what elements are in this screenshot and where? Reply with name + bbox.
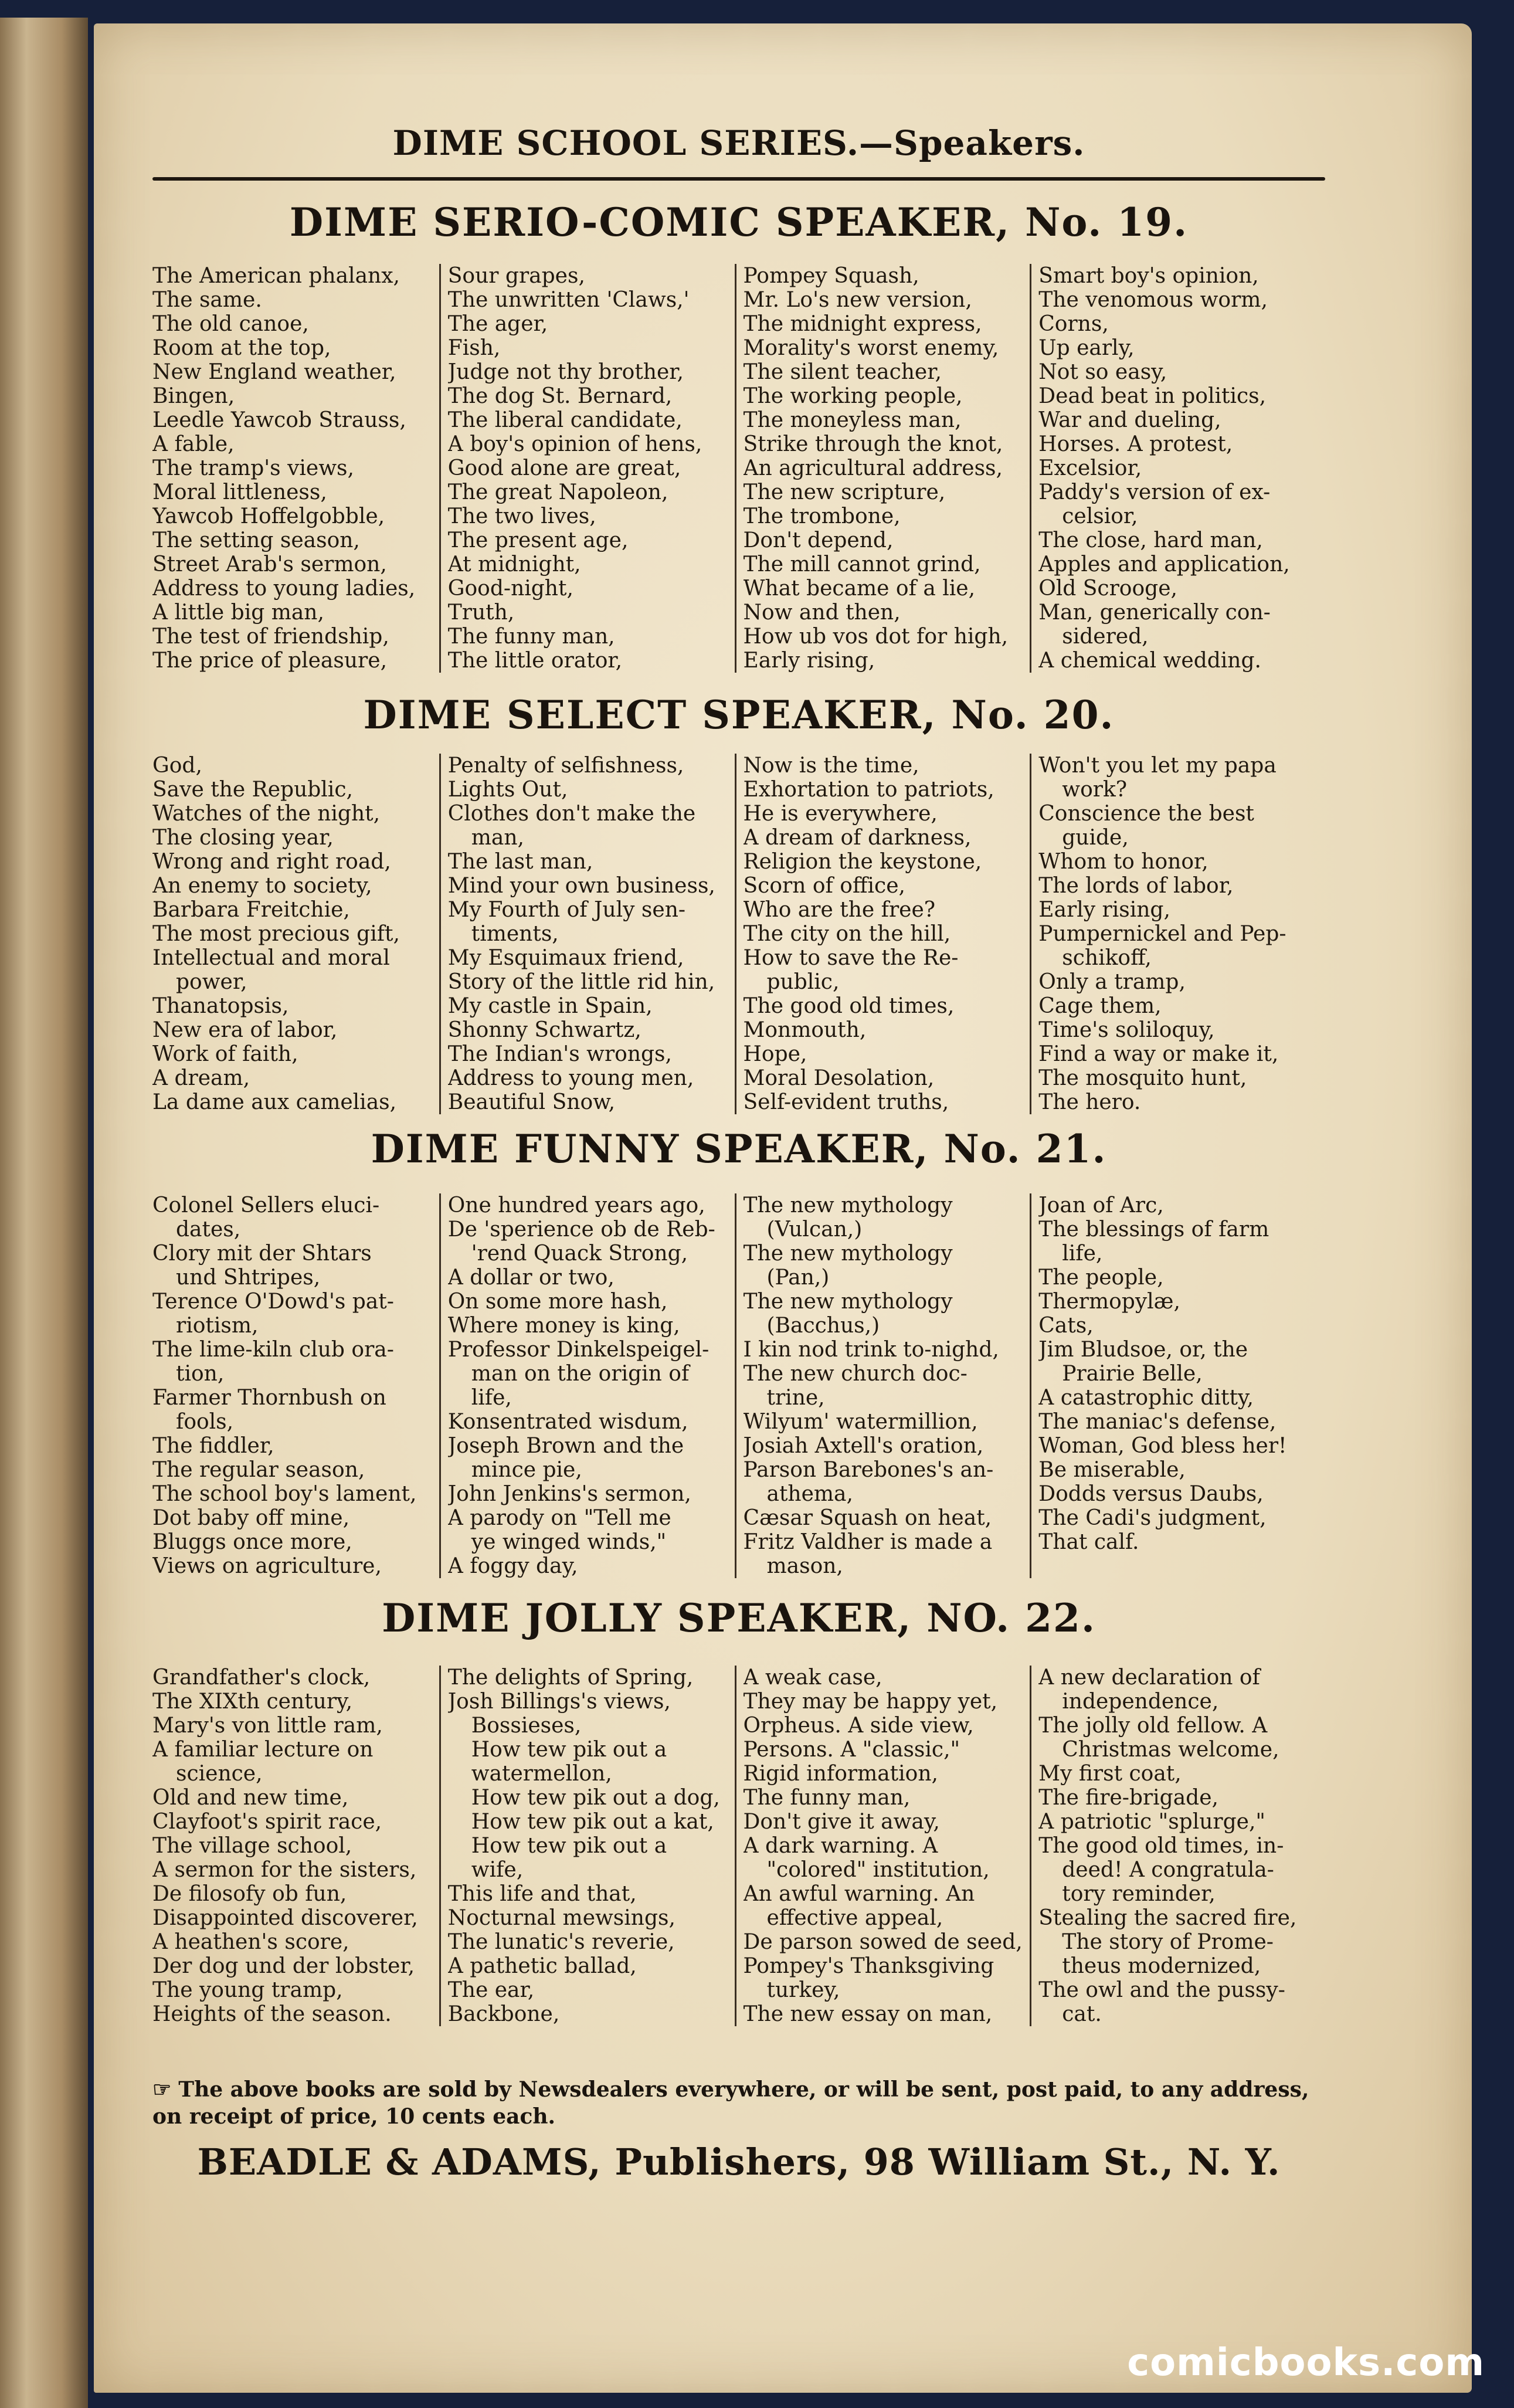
list-item: cat.: [1062, 2002, 1102, 2026]
list-column: [152, 264, 439, 673]
list-item: The fire-brigade,: [1038, 1786, 1218, 1810]
list-item: An enemy to society,: [152, 874, 372, 898]
list-column: [735, 1193, 1030, 1578]
list-item: The price of pleasure,: [152, 649, 388, 673]
list-item: Clayfoot's spirit race,: [152, 1810, 382, 1834]
list-item: De 'sperience ob de Reb-: [447, 1217, 715, 1242]
list-item: A dream,: [152, 1066, 250, 1090]
list-item: Morality's worst enemy,: [743, 336, 999, 360]
list-item: 'rend Quack Strong,: [471, 1242, 688, 1266]
list-item: fools,: [176, 1410, 234, 1434]
list-item: deed! A congratula-: [1062, 1858, 1274, 1882]
list-item: The present age,: [447, 528, 629, 552]
list-item: Old Scrooge,: [1038, 576, 1177, 601]
list-item: Bingen,: [152, 384, 235, 408]
list-column: [439, 754, 735, 1114]
list-item: Only a tramp,: [1038, 970, 1186, 994]
list-item: The test of friendship,: [152, 625, 389, 649]
list-item: Exhortation to patriots,: [743, 778, 994, 802]
list-item: Horses. A protest,: [1038, 432, 1233, 456]
list-item: public,: [766, 970, 840, 994]
footnote-text: The above books are sold by Newsdealers everywhere, or will be sent, post paid, to any address, on receipt of price, 10 cents each.: [152, 2077, 1309, 2129]
list-item: guide,: [1062, 826, 1129, 850]
list-item: The regular season,: [152, 1458, 365, 1482]
list-item: The unwritten 'Claws,': [447, 288, 690, 312]
list-item: Scorn of office,: [743, 874, 905, 898]
list-item: Fish,: [447, 336, 501, 360]
list-item: Der dog und der lobster,: [152, 1954, 415, 1978]
list-item: life,: [471, 1386, 512, 1410]
list-item: They may be happy yet,: [743, 1690, 998, 1714]
list-item: A pathetic ballad,: [447, 1954, 637, 1978]
list-item: Wilyum' watermillion,: [743, 1410, 978, 1434]
list-item: science,: [176, 1762, 263, 1786]
list-item: The owl and the pussy-: [1038, 1978, 1285, 2002]
list-item: mason,: [766, 1554, 843, 1578]
list-item: Backbone,: [447, 2002, 560, 2026]
list-item: De filosofy ob fun,: [152, 1882, 347, 1906]
list-item: Be miserable,: [1038, 1458, 1186, 1482]
list-item: Prairie Belle,: [1062, 1362, 1203, 1386]
list-item: Pumpernickel and Pep-: [1038, 922, 1286, 946]
list-item: Parson Barebones's an-: [743, 1458, 994, 1482]
list-item: How tew pik out a kat,: [471, 1810, 714, 1834]
list-item: Apples and application,: [1038, 552, 1290, 576]
list-item: effective appeal,: [766, 1906, 943, 1930]
list-item: Early rising,: [1038, 898, 1170, 922]
list-item: The lords of labor,: [1038, 874, 1234, 898]
list-item: Jim Bludsoe, or, the: [1038, 1338, 1248, 1362]
list-item: trine,: [766, 1386, 825, 1410]
list-item: A catastrophic ditty,: [1038, 1386, 1254, 1410]
list-item: Thanatopsis,: [152, 994, 289, 1018]
list-item: Barbara Freitchie,: [152, 898, 350, 922]
list-item: Farmer Thornbush on: [152, 1386, 386, 1410]
list-item: On some more hash,: [447, 1290, 668, 1314]
list-item: timents,: [471, 922, 559, 946]
list-item: The new church doc-: [743, 1362, 968, 1386]
list-item: The city on the hill,: [743, 922, 951, 946]
section-title-no-22: DIME JOLLY SPEAKER, NO. 22.: [382, 1595, 1096, 1641]
list-item: "colored" institution,: [766, 1858, 990, 1882]
list-item: La dame aux camelias,: [152, 1090, 397, 1114]
list-item: The young tramp,: [152, 1978, 343, 2002]
footnote: [152, 2076, 1325, 2130]
list-item: A parody on "Tell me: [447, 1506, 671, 1530]
section-columns-no-20: [152, 754, 1325, 1114]
list-item: The ear,: [447, 1978, 535, 2002]
list-item: A dark warning. A: [743, 1834, 938, 1858]
list-item: Man, generically con-: [1038, 601, 1271, 625]
list-item: Excelsior,: [1038, 456, 1142, 480]
list-item: New England weather,: [152, 360, 396, 384]
list-item: An agricultural address,: [743, 456, 1003, 480]
list-item: man,: [471, 826, 524, 850]
list-column: [735, 1666, 1030, 2026]
list-item: My Esquimaux friend,: [447, 946, 684, 970]
list-item: Beautiful Snow,: [447, 1090, 616, 1114]
list-item: Smart boy's opinion,: [1038, 264, 1259, 288]
list-item: Mary's von little ram,: [152, 1714, 383, 1738]
list-item: Views on agriculture,: [152, 1554, 382, 1578]
list-item: Good-night,: [447, 576, 573, 601]
list-item: Yawcob Hoffelgobble,: [152, 504, 385, 528]
list-item: How tew pik out a dog,: [471, 1786, 720, 1810]
list-item: The fiddler,: [152, 1434, 274, 1458]
list-item: Disappointed discoverer,: [152, 1906, 418, 1930]
watermark: comicbooks.com: [1127, 2341, 1485, 2385]
list-item: What became of a lie,: [743, 576, 976, 601]
list-item: Bluggs once more,: [152, 1530, 352, 1554]
list-item: The new mythology: [743, 1242, 953, 1266]
list-item: Cats,: [1038, 1314, 1094, 1338]
list-item: That calf.: [1038, 1530, 1139, 1554]
list-item: A dollar or two,: [447, 1266, 615, 1290]
list-item: Konsentrated wisdum,: [447, 1410, 688, 1434]
list-item: The liberal candidate,: [447, 408, 683, 432]
list-item: life,: [1062, 1242, 1103, 1266]
list-item: Grandfather's clock,: [152, 1666, 371, 1690]
list-item: Don't give it away,: [743, 1810, 940, 1834]
list-item: My castle in Spain,: [447, 994, 653, 1018]
list-item: A familiar lecture on: [152, 1738, 374, 1762]
list-item: Work of faith,: [152, 1042, 298, 1066]
list-item: The American phalanx,: [152, 264, 400, 288]
list-item: riotism,: [176, 1314, 259, 1338]
list-item: Up early,: [1038, 336, 1135, 360]
list-column: [439, 1666, 735, 2026]
list-item: Wrong and right road,: [152, 850, 391, 874]
list-item: A dream of darkness,: [743, 826, 972, 850]
list-item: Bossieses,: [471, 1714, 582, 1738]
list-item: Josiah Axtell's oration,: [743, 1434, 984, 1458]
list-item: Cage them,: [1038, 994, 1162, 1018]
publisher-imprint: BEADLE & ADAMS, Publishers, 98 William St., N. Y.: [197, 2141, 1281, 2183]
list-column: [1030, 754, 1325, 1114]
list-item: work?: [1062, 778, 1128, 802]
list-item: The little orator,: [447, 649, 623, 673]
list-item: Whom to honor,: [1038, 850, 1209, 874]
list-item: The same.: [152, 288, 262, 312]
list-item: (Vulcan,): [766, 1217, 863, 1242]
list-item: Shonny Schwartz,: [447, 1018, 641, 1042]
list-item: Good alone are great,: [447, 456, 681, 480]
list-item: Dot baby off mine,: [152, 1506, 350, 1530]
list-item: Professor Dinkelspeigel-: [447, 1338, 710, 1362]
list-item: Moral littleness,: [152, 480, 327, 504]
list-item: Cæsar Squash on heat,: [743, 1506, 992, 1530]
list-item: De parson sowed de seed,: [743, 1930, 1023, 1954]
list-item: The new mythology: [743, 1193, 953, 1217]
list-item: man on the origin of: [471, 1362, 690, 1386]
list-item: Don't depend,: [743, 528, 894, 552]
list-item: Thermopylæ,: [1038, 1290, 1180, 1314]
list-item: A foggy day,: [447, 1554, 578, 1578]
list-item: The great Napoleon,: [447, 480, 668, 504]
list-item: Clory mit der Shtars: [152, 1242, 372, 1266]
list-item: The Cadi's judgment,: [1038, 1506, 1267, 1530]
list-item: tion,: [176, 1362, 225, 1386]
list-item: Hope,: [743, 1042, 807, 1066]
list-item: Early rising,: [743, 649, 875, 673]
list-item: John Jenkins's sermon,: [447, 1482, 691, 1506]
list-item: Strike through the knot,: [743, 432, 1003, 456]
list-item: The funny man,: [743, 1786, 911, 1810]
list-column: [735, 754, 1030, 1114]
list-item: This life and that,: [447, 1882, 637, 1906]
list-item: celsior,: [1062, 504, 1138, 528]
list-item: power,: [176, 970, 247, 994]
list-item: Won't you let my papa: [1038, 754, 1277, 778]
list-item: The moneyless man,: [743, 408, 962, 432]
list-item: Christmas welcome,: [1062, 1738, 1279, 1762]
list-item: The new mythology: [743, 1290, 953, 1314]
list-item: The blessings of farm: [1038, 1217, 1269, 1242]
list-item: Joan of Arc,: [1038, 1193, 1164, 1217]
list-item: dates,: [176, 1217, 241, 1242]
list-item: The story of Prome-: [1062, 1930, 1274, 1954]
list-item: Penalty of selfishness,: [447, 754, 684, 778]
list-item: Pompey Squash,: [743, 264, 919, 288]
list-item: The close, hard man,: [1038, 528, 1263, 552]
section-title-no-21: DIME FUNNY SPEAKER, No. 21.: [371, 1126, 1107, 1172]
list-item: Woman, God bless her!: [1038, 1434, 1287, 1458]
list-item: The two lives,: [447, 504, 596, 528]
list-column: [439, 1193, 735, 1578]
list-item: Lights Out,: [447, 778, 568, 802]
list-item: Conscience the best: [1038, 802, 1254, 826]
list-item: Religion the keystone,: [743, 850, 982, 874]
list-item: One hundred years ago,: [447, 1193, 705, 1217]
list-item: Corns,: [1038, 312, 1109, 336]
list-item: Truth,: [447, 601, 515, 625]
list-item: God,: [152, 754, 202, 778]
header-rule: [152, 177, 1325, 181]
list-item: Mr. Lo's new version,: [743, 288, 972, 312]
list-item: The mill cannot grind,: [743, 552, 981, 576]
list-item: sidered,: [1062, 625, 1149, 649]
list-column: [1030, 1666, 1325, 2026]
list-item: The working people,: [743, 384, 963, 408]
list-item: Rigid information,: [743, 1762, 938, 1786]
list-item: Find a way or make it,: [1038, 1042, 1279, 1066]
list-item: theus modernized,: [1062, 1954, 1261, 1978]
list-item: Clothes don't make the: [447, 802, 696, 826]
list-item: He is everywhere,: [743, 802, 938, 826]
list-item: A fable,: [152, 432, 235, 456]
list-item: My first coat,: [1038, 1762, 1182, 1786]
list-item: Dead beat in politics,: [1038, 384, 1267, 408]
list-item: The silent teacher,: [743, 360, 942, 384]
list-item: A weak case,: [743, 1666, 882, 1690]
list-item: Address to young ladies,: [152, 576, 416, 601]
list-item: The people,: [1038, 1266, 1164, 1290]
list-item: A new declaration of: [1038, 1666, 1260, 1690]
list-item: Paddy's version of ex-: [1038, 480, 1271, 504]
list-item: At midnight,: [447, 552, 581, 576]
list-item: Terence O'Dowd's pat-: [152, 1290, 394, 1314]
list-item: Leedle Yawcob Strauss,: [152, 408, 406, 432]
list-item: A chemical wedding.: [1038, 649, 1261, 673]
list-item: Where money is king,: [447, 1314, 680, 1338]
list-item: The delights of Spring,: [447, 1666, 694, 1690]
list-item: The lunatic's reverie,: [447, 1930, 675, 1954]
list-item: Josh Billings's views,: [447, 1690, 671, 1714]
list-column: [735, 264, 1030, 673]
list-item: A little big man,: [152, 601, 324, 625]
list-item: Now and then,: [743, 601, 901, 625]
list-item: Old and new time,: [152, 1786, 349, 1810]
list-item: The midnight express,: [743, 312, 982, 336]
section-columns-no-21: [152, 1193, 1325, 1578]
list-item: The jolly old fellow. A: [1038, 1714, 1268, 1738]
list-item: wife,: [471, 1858, 524, 1882]
list-item: mince pie,: [471, 1458, 582, 1482]
list-item: Time's soliloquy,: [1038, 1018, 1215, 1042]
list-item: Room at the top,: [152, 336, 331, 360]
list-item: The hero.: [1038, 1090, 1141, 1114]
list-item: A heathen's score,: [152, 1930, 349, 1954]
list-item: Address to young men,: [447, 1066, 694, 1090]
list-column: [152, 1666, 439, 2026]
list-item: New era of labor,: [152, 1018, 338, 1042]
pointing-hand-icon: ☞: [152, 2077, 172, 2102]
list-item: The old canoe,: [152, 312, 309, 336]
list-item: Sour grapes,: [447, 264, 585, 288]
list-item: Persons. A "classic,": [743, 1738, 960, 1762]
list-item: turkey,: [766, 1978, 840, 2002]
list-item: watermellon,: [471, 1762, 612, 1786]
list-item: Moral Desolation,: [743, 1066, 935, 1090]
list-item: The venomous worm,: [1038, 288, 1268, 312]
list-item: The new essay on man,: [743, 2002, 993, 2026]
section-title-no-19: DIME SERIO-COMIC SPEAKER, No. 19.: [289, 199, 1189, 245]
page-header: DIME SCHOOL SERIES.—Speakers.: [392, 123, 1085, 163]
list-item: The ager,: [447, 312, 548, 336]
list-item: Dodds versus Daubs,: [1038, 1482, 1264, 1506]
list-column: [1030, 264, 1325, 673]
list-item: The school boy's lament,: [152, 1482, 417, 1506]
list-item: Heights of the season.: [152, 2002, 392, 2026]
list-item: Street Arab's sermon,: [152, 552, 387, 576]
catalog-page: [94, 23, 1472, 2393]
list-item: The XIXth century,: [152, 1690, 353, 1714]
list-item: independence,: [1062, 1690, 1219, 1714]
list-item: (Bacchus,): [766, 1314, 880, 1338]
list-item: The new scripture,: [743, 480, 946, 504]
list-item: The good old times, in-: [1038, 1834, 1284, 1858]
list-item: Colonel Sellers eluci-: [152, 1193, 380, 1217]
list-item: The tramp's views,: [152, 456, 354, 480]
list-column: [152, 1193, 439, 1578]
list-item: Orpheus. A side view,: [743, 1714, 974, 1738]
list-item: How ub vos dot for high,: [743, 625, 1009, 649]
list-item: A boy's opinion of hens,: [447, 432, 702, 456]
list-item: How tew pik out a: [471, 1738, 667, 1762]
section-columns-no-22: [152, 1666, 1325, 2026]
list-item: The setting season,: [152, 528, 360, 552]
list-item: Who are the free?: [743, 898, 936, 922]
list-item: War and dueling,: [1038, 408, 1221, 432]
section-title-no-20: DIME SELECT SPEAKER, No. 20.: [363, 692, 1115, 738]
book-spine: [0, 18, 88, 2408]
list-item: The dog St. Bernard,: [447, 384, 673, 408]
list-item: Judge not thy brother,: [447, 360, 684, 384]
section-columns-no-19: [152, 264, 1325, 673]
list-item: Watches of the night,: [152, 802, 381, 826]
list-item: The trombone,: [743, 504, 901, 528]
list-item: und Shtripes,: [176, 1266, 321, 1290]
list-column: [439, 264, 735, 673]
list-item: I kin nod trink to-nighd,: [743, 1338, 999, 1362]
list-item: Joseph Brown and the: [447, 1434, 684, 1458]
list-item: The mosquito hunt,: [1038, 1066, 1247, 1090]
list-item: How to save the Re-: [743, 946, 959, 970]
list-item: Intellectual and moral: [152, 946, 390, 970]
list-item: The most precious gift,: [152, 922, 400, 946]
list-item: The maniac's defense,: [1038, 1410, 1277, 1434]
list-item: Story of the little rid hin,: [447, 970, 715, 994]
list-item: Fritz Valdher is made a: [743, 1530, 993, 1554]
list-item: Nocturnal mewsings,: [447, 1906, 675, 1930]
list-item: How tew pik out a: [471, 1834, 667, 1858]
list-item: A sermon for the sisters,: [152, 1858, 417, 1882]
list-item: schikoff,: [1062, 946, 1152, 970]
list-item: Self-evident truths,: [743, 1090, 949, 1114]
list-item: tory reminder,: [1062, 1882, 1216, 1906]
list-item: The good old times,: [743, 994, 955, 1018]
list-item: Mind your own business,: [447, 874, 715, 898]
list-item: The closing year,: [152, 826, 334, 850]
list-column: [1030, 1193, 1325, 1578]
list-item: The Indian's wrongs,: [447, 1042, 672, 1066]
list-item: My Fourth of July sen-: [447, 898, 686, 922]
list-item: The lime-kiln club ora-: [152, 1338, 394, 1362]
list-item: Now is the time,: [743, 754, 919, 778]
list-item: Stealing the sacred fire,: [1038, 1906, 1297, 1930]
list-item: The last man,: [447, 850, 593, 874]
list-item: An awful warning. An: [743, 1882, 975, 1906]
list-item: ye winged winds,": [471, 1530, 667, 1554]
list-item: The funny man,: [447, 625, 615, 649]
list-item: athema,: [766, 1482, 853, 1506]
list-item: A patriotic "splurge,": [1038, 1810, 1265, 1834]
list-item: Monmouth,: [743, 1018, 867, 1042]
list-item: Not so easy,: [1038, 360, 1167, 384]
list-item: Save the Republic,: [152, 778, 353, 802]
list-item: Pompey's Thanksgiving: [743, 1954, 994, 1978]
list-column: [152, 754, 439, 1114]
list-item: The village school,: [152, 1834, 352, 1858]
list-item: (Pan,): [766, 1266, 830, 1290]
